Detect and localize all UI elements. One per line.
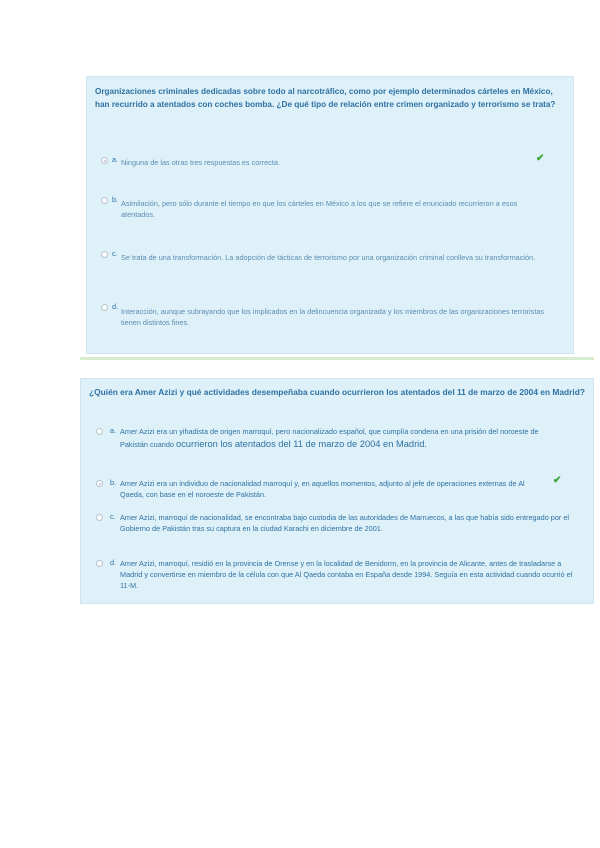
option-letter: a. [110,426,117,435]
radio-icon[interactable] [96,560,103,567]
option-letter: c. [110,512,116,521]
question-text: Organizaciones criminales dedicadas sobre todo al narcotráfico, como por ejemplo determinados cárteles en México, han recurrido a atentados con coches bomba. ¿De qué tipo de relación entre crimen organizado y terrorismo se trata? [95,87,556,109]
option-letter: a. [112,155,119,164]
option-letter: d. [110,558,117,567]
question-card-2 [80,378,594,604]
radio-icon[interactable] [96,480,103,487]
radio-icon[interactable] [101,304,108,311]
option-text-c[interactable]: Se trata de una transformación. La adopción de tácticas de terrorismo por una organización criminal conlleva su transformación. [121,253,536,262]
check-icon: ✔ [536,153,545,164]
option-letter: b. [110,478,117,487]
divider [80,357,594,360]
radio-icon[interactable] [101,251,108,258]
option-text-d[interactable]: Amer Azizi, marroquí, residió en la provincia de Orense y en la localidad de Benidorm, en la provincia de Alicante, antes de trasladarse a Madrid y convertirse en miembro de la célula con que Al Qaeda contaba en España desde 1994. Seguía en esta actividad cuando ocurrió el 11-M. [120,559,573,590]
check-icon: ✔ [553,475,562,486]
option-text-b[interactable]: Amer Azizi era un individuo de nacionalidad marroquí y, en aquellos momentos, adjunto al jefe de operaciones externas de Al Qaeda, con base en el noroeste de Pakistán. [120,479,525,499]
radio-icon[interactable] [101,197,108,204]
radio-icon[interactable] [96,428,103,435]
question-text: ¿Quién era Amer Azizi y qué actividades desempeñaba cuando ocurrieron los atentados del 11 de marzo de 2004 en Madrid? [89,387,585,397]
option-text-d[interactable]: Interacción, aunque subrayando que los implicados en la delincuencia organizada y los miembros de las organizaciones terroristas tienen distintos fines. [121,307,545,327]
radio-icon[interactable] [101,157,108,164]
option-text-a[interactable]: Ninguna de las otras tres respuestas es correcta. [121,158,280,167]
question-card-1 [86,76,574,354]
option-letter: d. [112,302,119,311]
radio-icon[interactable] [96,514,103,521]
option-letter: c. [112,249,118,258]
option-text-c[interactable]: Amer Azizi, marroquí de nacionalidad, se encontraba bajo custodia de las autoridades de Marruecos, a las que había sido entregado por el Gobierno de Pakistán tras su captura en la ciudad Karachi en diciembre de 2001. [120,513,570,533]
option-letter: b. [112,195,119,204]
option-text-b[interactable]: Asimilación, pero sólo durante el tiempo en que los cárteles en México a los que se refiere el enunciado recurrieron a esos atentados. [121,199,518,219]
option-text-a[interactable]: Amer Azizi era un yihadista de origen marroquí, pero nacionalizado español, que cumplía condena en una prisión del noroeste de Pakistán cuando ocurrieron los atentados del 11 de marzo de 2004 en Madrid. [120,427,539,449]
